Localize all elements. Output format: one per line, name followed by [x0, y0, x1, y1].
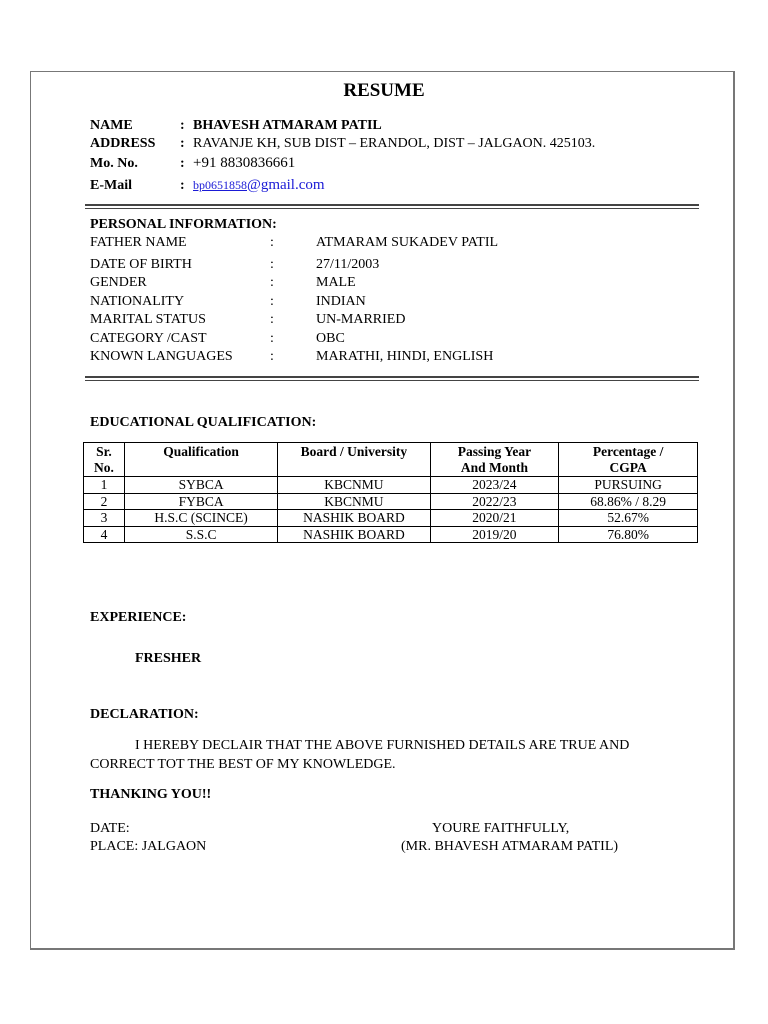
nationality-label: NATIONALITY	[90, 294, 185, 309]
father-name-value: ATMARAM SUKADEV PATIL	[316, 235, 499, 250]
cell-percentage: PURSUING	[559, 477, 698, 494]
faithfully-text: YOURE FAITHFULLY,	[432, 821, 570, 836]
languages-value: MARATHI, HINDI, ENGLISH	[316, 349, 494, 364]
cell-year: 2022/23	[430, 493, 559, 510]
name-colon: :	[180, 118, 185, 133]
declaration-heading: DECLARATION:	[90, 707, 199, 722]
mobile-colon: :	[180, 156, 185, 171]
mobile-value: +91 8830836661	[193, 155, 296, 171]
cell-sr: 1	[84, 477, 125, 494]
cell-qualification: H.S.C (SCINCE)	[124, 510, 277, 527]
cell-sr: 4	[84, 526, 125, 543]
father-name-colon: :	[270, 235, 274, 250]
name-label: NAME	[90, 118, 133, 133]
dob-label: DATE OF BIRTH	[90, 257, 192, 272]
table-row	[84, 477, 698, 494]
experience-heading: EXPERIENCE:	[90, 610, 187, 625]
personal-heading: PERSONAL INFORMATION:	[90, 217, 277, 232]
cell-board: KBCNMU	[278, 493, 430, 510]
col-header-passing-year: Passing Year And Month	[430, 443, 559, 477]
gender-value: MALE	[316, 275, 356, 290]
marital-status-value: UN-MARRIED	[316, 312, 406, 327]
marital-status-colon: :	[270, 312, 274, 327]
declaration-line-2: CORRECT TOT THE BEST OF MY KNOWLEDGE.	[90, 757, 396, 772]
email-domain[interactable]: @gmail.com	[247, 177, 325, 193]
date-label: DATE:	[90, 821, 130, 836]
cell-board: NASHIK BOARD	[278, 510, 430, 527]
dob-value: 27/11/2003	[316, 257, 380, 272]
declaration-line-1: I HEREBY DECLAIR THAT THE ABOVE FURNISHED DETAILS ARE TRUE AND	[135, 738, 630, 753]
nationality-value: INDIAN	[316, 294, 366, 309]
col-header-sr: Sr. No.	[84, 443, 125, 477]
cell-percentage: 52.67%	[559, 510, 698, 527]
thanks-text: THANKING YOU!!	[90, 787, 212, 802]
divider-top	[85, 204, 699, 209]
email-user[interactable]: bp0651858	[193, 178, 247, 192]
education-table	[83, 442, 698, 543]
table-header-row	[84, 443, 698, 477]
cell-board: KBCNMU	[278, 477, 430, 494]
cell-qualification: S.S.C	[124, 526, 277, 543]
col-header-percentage: Percentage / CGPA	[559, 443, 698, 477]
cell-sr: 3	[84, 510, 125, 527]
address-colon: :	[180, 136, 185, 151]
table-row	[84, 510, 698, 527]
cell-board: NASHIK BOARD	[278, 526, 430, 543]
place-label: PLACE: JALGAON	[90, 839, 207, 854]
address-value: RAVANJE KH, SUB DIST – ERANDOL, DIST – JALGAON. 425103.	[193, 136, 596, 151]
category-label: CATEGORY /CAST	[90, 331, 207, 346]
cell-year: 2023/24	[430, 477, 559, 494]
name-value: BHAVESH ATMARAM PATIL	[193, 118, 382, 133]
nationality-colon: :	[270, 294, 274, 309]
category-colon: :	[270, 331, 274, 346]
cell-year: 2020/21	[430, 510, 559, 527]
table-row	[84, 526, 698, 543]
divider-middle	[85, 376, 699, 381]
mobile-label: Mo. No.	[90, 156, 138, 171]
cell-year: 2019/20	[430, 526, 559, 543]
gender-colon: :	[270, 275, 274, 290]
page-title: RESUME	[343, 80, 425, 101]
father-name-label: FATHER NAME	[90, 235, 187, 250]
email-label: E-Mail	[90, 178, 132, 193]
table-row	[84, 493, 698, 510]
email-colon: :	[180, 178, 185, 193]
languages-colon: :	[270, 349, 274, 364]
email-link[interactable]	[193, 176, 325, 194]
address-label: ADDRESS	[90, 136, 156, 151]
category-value: OBC	[316, 331, 345, 346]
cell-percentage: 76.80%	[559, 526, 698, 543]
col-header-qualification: Qualification	[124, 443, 277, 477]
marital-status-label: MARITAL STATUS	[90, 312, 206, 327]
cell-qualification: SYBCA	[124, 477, 277, 494]
cell-sr: 2	[84, 493, 125, 510]
cell-qualification: FYBCA	[124, 493, 277, 510]
gender-label: GENDER	[90, 275, 147, 290]
col-header-board: Board / University	[278, 443, 430, 477]
signature-name: (MR. BHAVESH ATMARAM PATIL)	[401, 839, 619, 854]
dob-colon: :	[270, 257, 274, 272]
languages-label: KNOWN LANGUAGES	[90, 349, 233, 364]
education-heading: EDUCATIONAL QUALIFICATION:	[90, 415, 317, 430]
cell-percentage: 68.86% / 8.29	[559, 493, 698, 510]
experience-value: FRESHER	[135, 651, 202, 666]
